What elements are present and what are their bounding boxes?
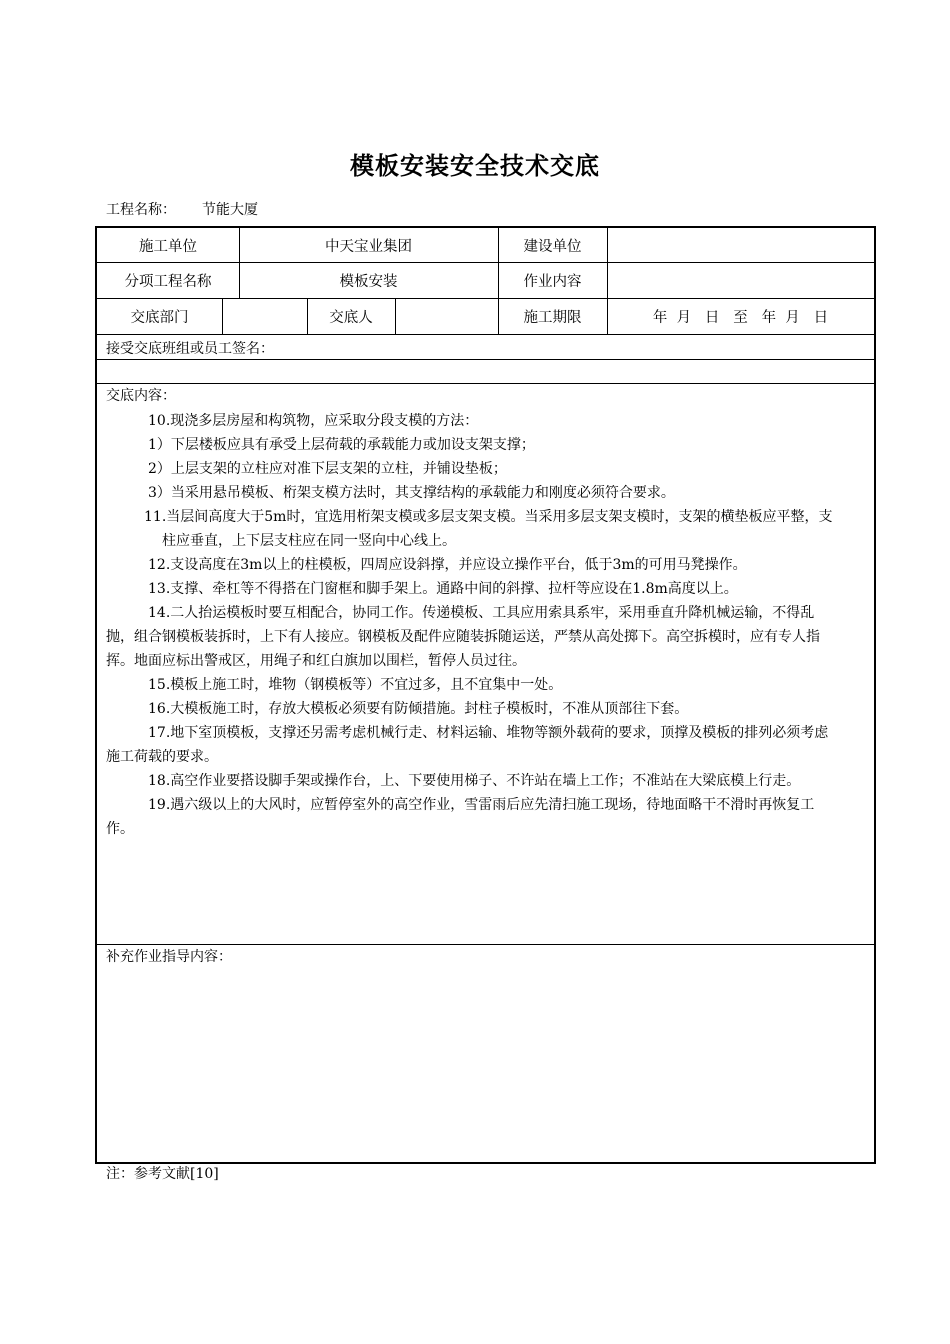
content-paragraph: 15.模板上施工时，堆物（钢模板等）不宜过多，且不宜集中一处。 xyxy=(148,677,563,693)
construction-unit-label: 施工单位 xyxy=(139,238,197,255)
owner-unit-value xyxy=(607,228,874,262)
content-paragraph: 14.二人抬运模板时要互相配合，协同工作。传递模板、工具应用索具系牢，采用垂直升降机械运输，不得乱抛，组合钢模板装拆时，上下有人接应。钢模板及配件应随装拆随运送，严禁从高处掷下。高空拆模时，应有专人指挥。地面应标出警戒区，用绳子和红白旗加以围栏，暂停人员过往。 xyxy=(106,605,820,669)
content-paragraph: 1）下层楼板应具有承受上层荷载的承载能力或加设支架支撑； xyxy=(148,437,535,453)
row-divider xyxy=(97,944,874,945)
handover-dept-label: 交底部门 xyxy=(130,310,189,326)
sub-project-label: 分项工程名称 xyxy=(124,274,212,290)
content-paragraph: 13.支撑、牵杠等不得搭在门窗框和脚手架上。通路中间的斜撑、拉杆等应设在1.8m高度以上。 xyxy=(148,581,738,597)
reference-note: 注：参考文献[10] xyxy=(106,1166,219,1182)
row-divider xyxy=(97,334,874,335)
handover-person-label: 交底人 xyxy=(329,310,373,326)
content-paragraph: 11.当层间高度大于5m时，宜选用桁架支模或多层支架支模。当采用多层支架支模时，支架的横垫板应平整，支柱应垂直，上下层支柱应在同一竖向中心线上。 xyxy=(144,509,833,549)
work-content-label: 作业内容 xyxy=(523,274,582,290)
project-name: 节能大厦 xyxy=(202,202,258,218)
content-paragraph: 3）当采用悬吊模板、桁架支模方法时，其支撑结构的承载能力和刚度必须符合要求。 xyxy=(148,485,675,501)
work-content-value xyxy=(607,263,874,298)
supplement-label: 补充作业指导内容： xyxy=(106,949,232,965)
owner-unit-label: 建设单位 xyxy=(523,238,582,255)
content-paragraph: 19.遇六级以上的大风时，应暂停室外的高空作业，雪雷雨后应先清扫施工现场，待地面略干不滑时再恢复工作。 xyxy=(106,797,815,837)
handover-dept-value xyxy=(222,299,307,334)
content-label: 交底内容： xyxy=(106,388,176,404)
content-paragraph: 18.高空作业要搭设脚手架或操作台，上、下要使用梯子、不许站在墙上工作；不准站在大梁底模上行走。 xyxy=(148,773,801,789)
handover-table xyxy=(95,226,876,1164)
deadline-value: 年 月 日 至 年 月 日 xyxy=(652,310,829,326)
project-line xyxy=(106,199,258,219)
row-divider xyxy=(97,359,874,360)
row-divider xyxy=(97,383,874,384)
construction-unit-value: 中天宝业集团 xyxy=(325,238,412,255)
sub-project-value: 模板安装 xyxy=(339,274,398,290)
content-paragraph: 2）上层支架的立柱应对准下层支架的立柱，并铺设垫板； xyxy=(148,461,507,477)
content-paragraph: 10.现浇多层房屋和构筑物，应采取分段支模的方法： xyxy=(148,413,479,429)
project-label: 工程名称： xyxy=(106,202,176,218)
content-body xyxy=(106,409,836,841)
team-signature-label: 接受交底班组或员工签名： xyxy=(106,341,274,357)
handover-person-value xyxy=(395,299,498,334)
content-paragraph: 12.支设高度在3m以上的柱模板，四周应设斜撑，并应设立操作平台，低于3m的可用马凳操作。 xyxy=(148,557,747,573)
document-title: 模板安装安全技术交底 xyxy=(350,151,600,180)
content-paragraph: 16.大模板施工时，存放大模板必须要有防倾措施。封柱子模板时，不准从顶部往下套。 xyxy=(148,701,689,717)
deadline-label: 施工期限 xyxy=(523,310,582,326)
content-paragraph: 17.地下室顶模板，支撑还另需考虑机械行走、材料运输、堆物等额外载荷的要求，顶撑及模板的排列必须考虑施工荷载的要求。 xyxy=(106,725,829,765)
